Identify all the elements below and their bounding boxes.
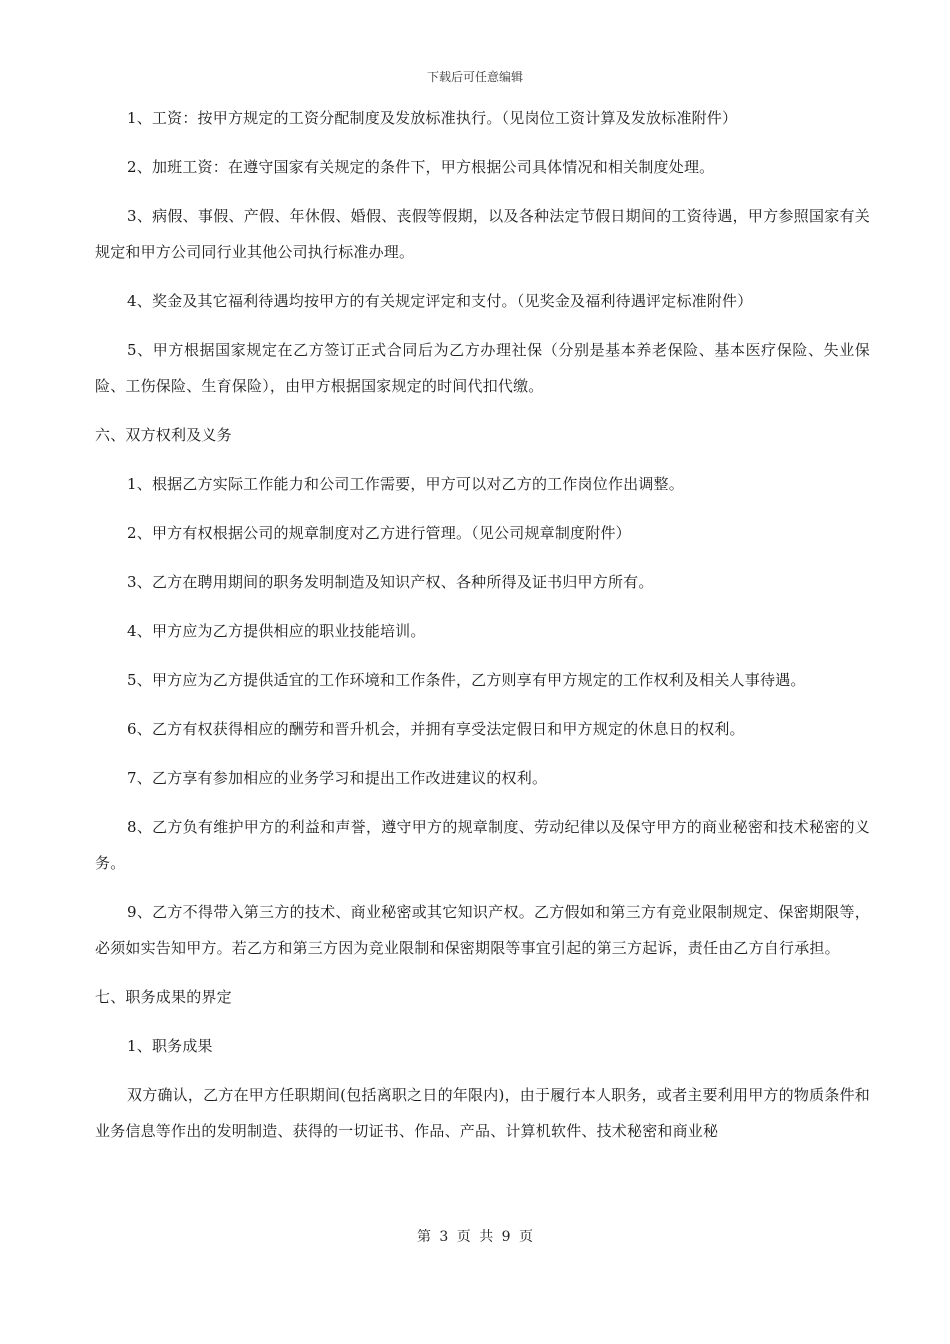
paragraph-bonus: 4、奖金及其它福利待遇均按甲方的有关规定评定和支付。（见奖金及福利待遇评定标准附件） <box>127 292 753 310</box>
paragraph-study-rights: 7、乙方享有参加相应的业务学习和提出工作改进建议的权利。 <box>127 769 548 787</box>
paragraph-training: 4、甲方应为乙方提供相应的职业技能培训。 <box>127 622 426 640</box>
paragraph-third-party: 9、乙方不得带入第三方的技术、商业秘密或其它知识产权。乙方假如和第三方有竞业限制规定、保密期限等，必须如实告知甲方。若乙方和第三方因为竞业限制和保密期限等事宜引起的第三方起诉，责任由乙方自行承担。 <box>95 903 870 957</box>
paragraph-confidentiality: 8、乙方负有维护甲方的利益和声誉，遵守甲方的规章制度、劳动纪律以及保守甲方的商业秘密和技术秘密的义务。 <box>95 818 870 872</box>
paragraph-management: 2、甲方有权根据公司的规章制度对乙方进行管理。（见公司规章制度附件） <box>127 524 631 542</box>
subheading-work-results: 1、职务成果 <box>127 1037 213 1055</box>
paragraph-salary: 1、工资：按甲方规定的工资分配制度及发放标准执行。（见岗位工资计算及发放标准附件） <box>127 109 738 127</box>
paragraph-work-results-definition: 双方确认，乙方在甲方任职期间(包括离职之日的年限内)，由于履行本人职务，或者主要利用甲方的物质条件和业务信息等作出的发明制造、获得的一切证书、作品、产品、计算机软件、技术秘密和商业秘 <box>95 1086 870 1140</box>
page-header: 下载后可任意编辑 <box>426 70 523 84</box>
paragraph-leave-pay: 3、病假、事假、产假、年休假、婚假、丧假等假期，以及各种法定节假日期间的工资待遇，甲方参照国家有关规定和甲方公司同行业其他公司执行标准办理。 <box>95 207 870 261</box>
paragraph-overtime: 2、加班工资：在遵守国家有关规定的条件下，甲方根据公司具体情况和相关制度处理。 <box>127 158 715 176</box>
paragraph-ip-ownership: 3、乙方在聘用期间的职务发明制造及知识产权、各种所得及证书归甲方所有。 <box>127 573 654 591</box>
section-heading-rights-duties: 六、双方权利及义务 <box>95 426 232 444</box>
paragraph-promotion: 6、乙方有权获得相应的酬劳和晋升机会，并拥有享受法定假日和甲方规定的休息日的权利。 <box>127 720 745 738</box>
section-heading-work-results: 七、职务成果的界定 <box>95 988 232 1006</box>
document-body <box>95 100 870 1162</box>
page-number: 第 3 页 共 9 页 <box>416 1229 534 1245</box>
paragraph-work-environment: 5、甲方应为乙方提供适宜的工作环境和工作条件，乙方则享有甲方规定的工作权利及相关人事待遇。 <box>127 671 806 689</box>
paragraph-position-adjust: 1、根据乙方实际工作能力和公司工作需要，甲方可以对乙方的工作岗位作出调整。 <box>127 475 684 493</box>
paragraph-social-insurance: 5、甲方根据国家规定在乙方签订正式合同后为乙方办理社保（分别是基本养老保险、基本医疗保险、失业保险、工伤保险、生育保险），由甲方根据国家规定的时间代扣代缴。 <box>95 341 870 395</box>
